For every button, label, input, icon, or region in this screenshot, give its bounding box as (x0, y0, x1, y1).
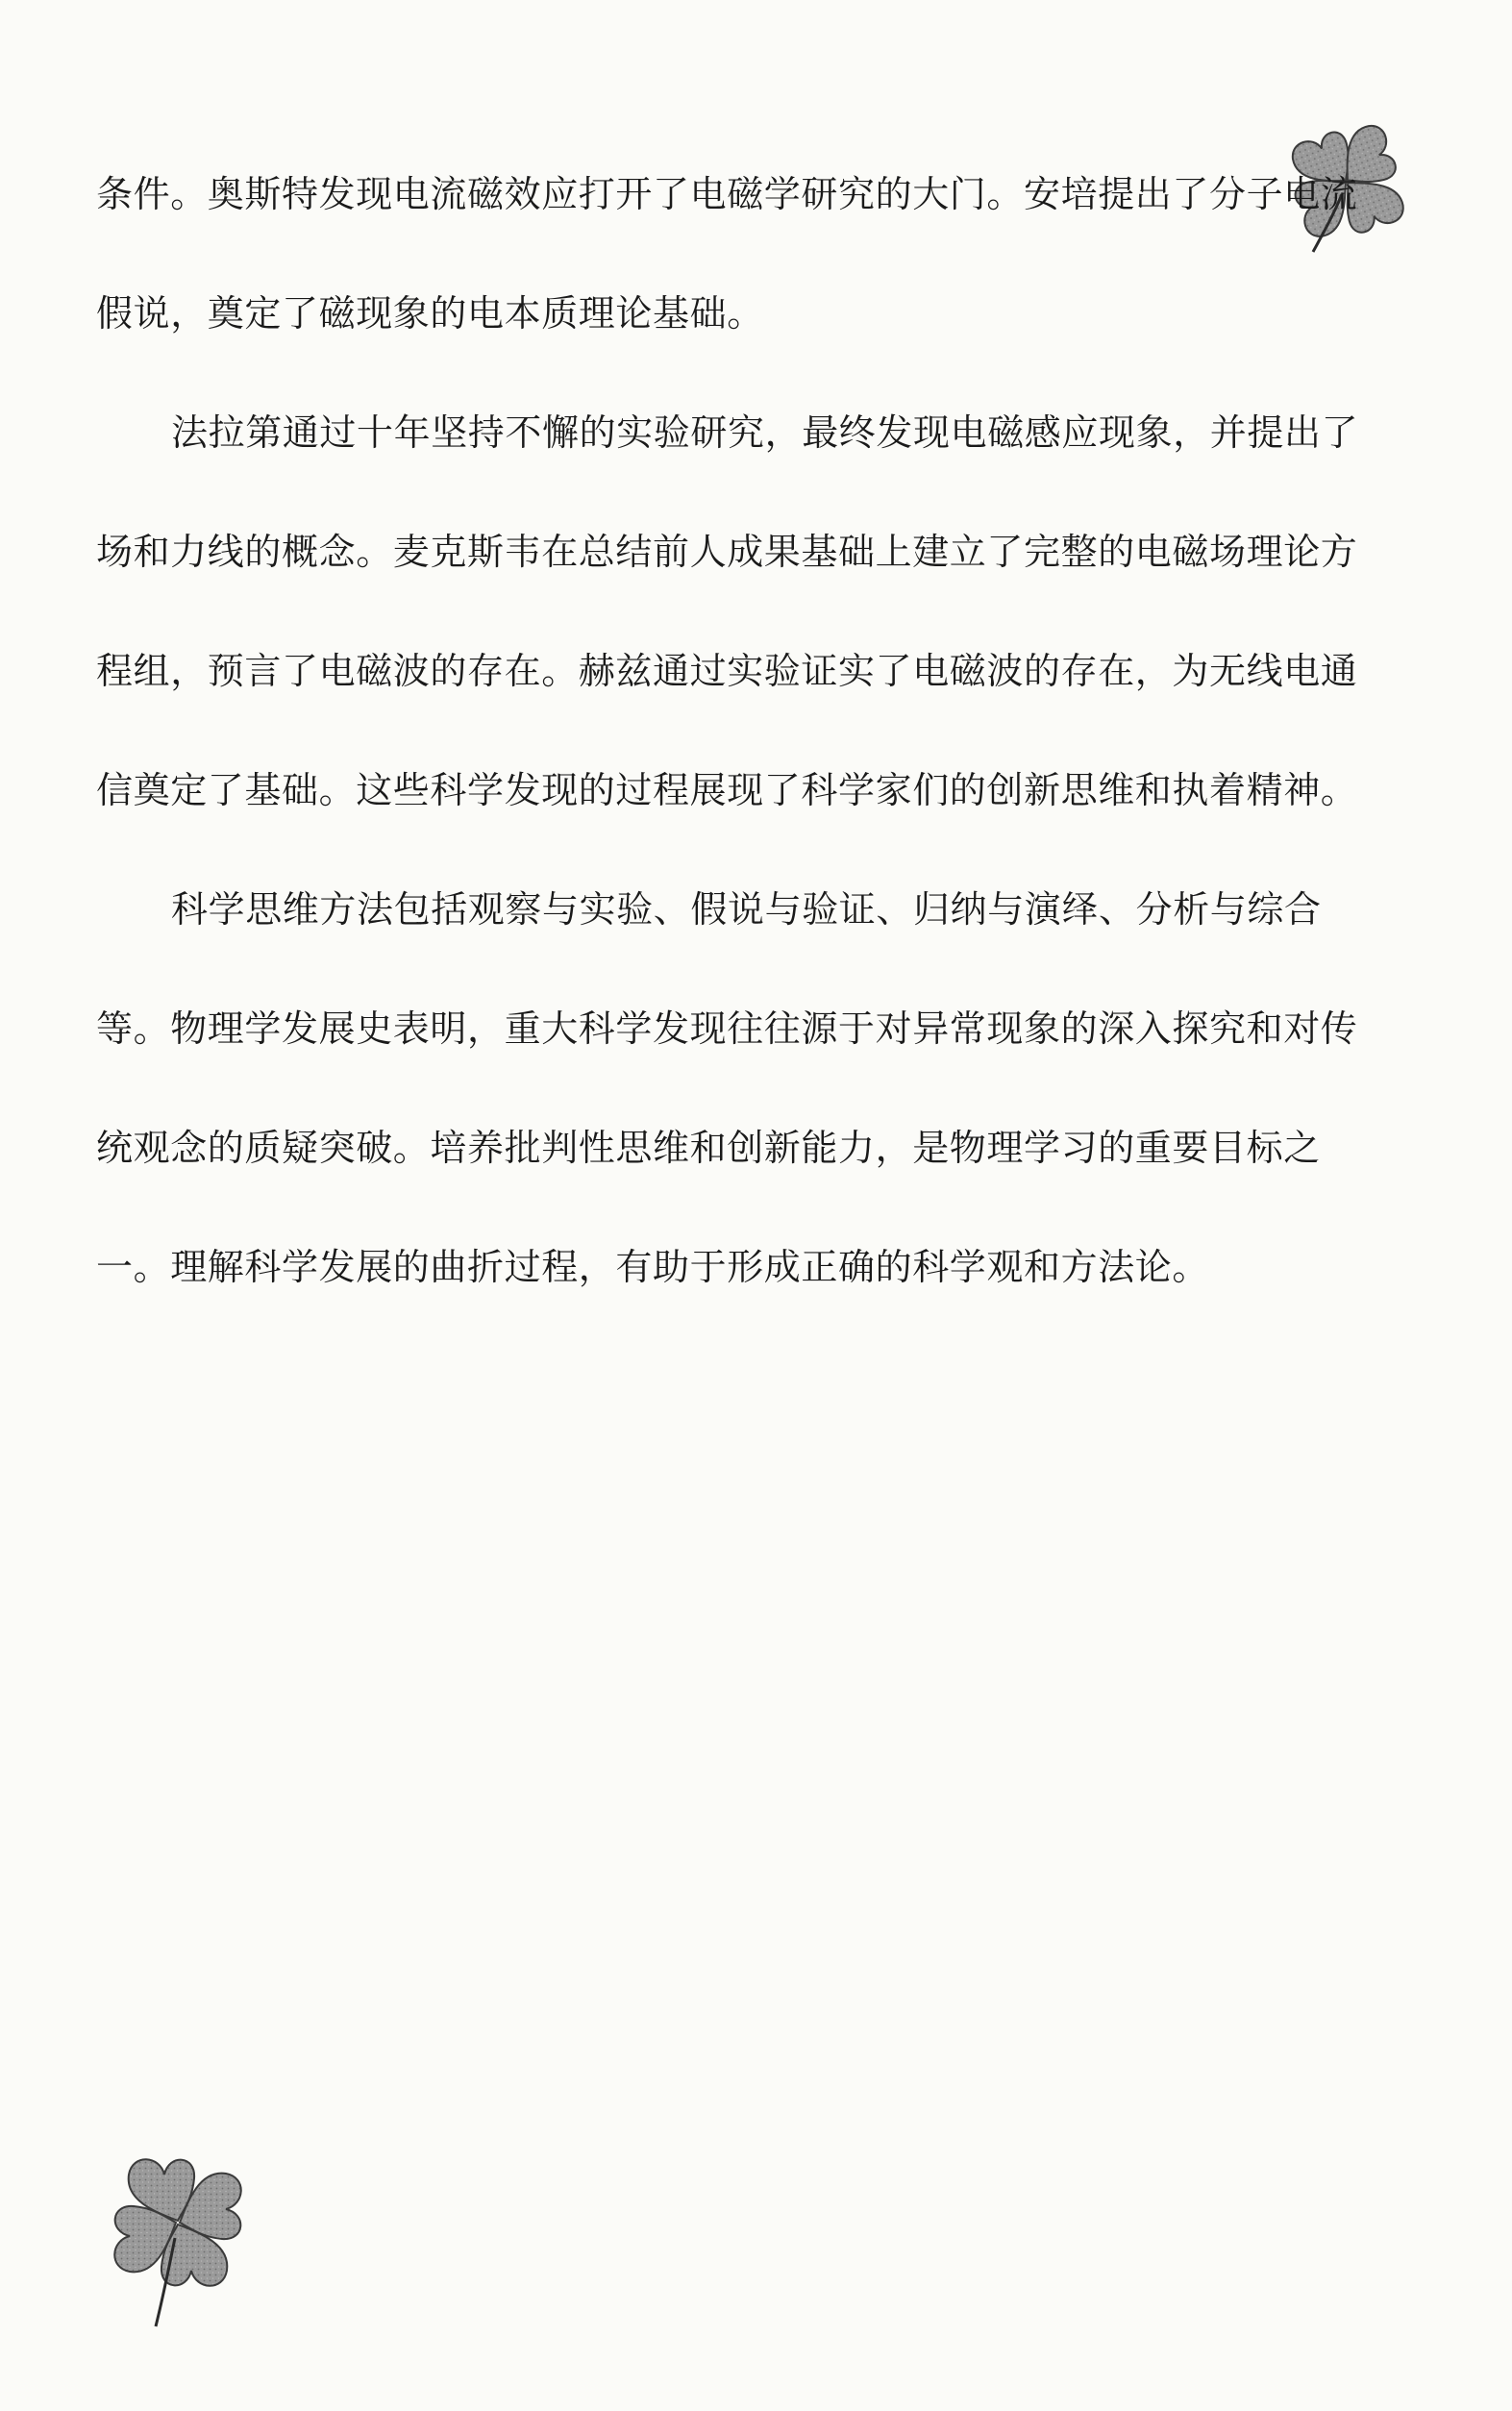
text-line: 条件。奥斯特发现电流磁效应打开了电磁学研究的大门。安培提出了分子电流 (96, 173, 1358, 215)
text-line: 信奠定了基础。这些科学发现的过程展现了科学家们的创新思维和执着精神。 (96, 769, 1358, 811)
text-line: 统观念的质疑突破。培养批判性思维和创新能力，是物理学习的重要目标之 (96, 1127, 1321, 1169)
text-line: 程组，预言了电磁波的存在。赫兹通过实验证实了电磁波的存在，为无线电通 (96, 650, 1358, 692)
text-line: 假说，奠定了磁现象的电本质理论基础。 (96, 292, 764, 335)
text-line: 等。物理学发展史表明，重大科学发现往往源于对异常现象的深入探究和对传 (96, 1007, 1358, 1050)
body-text (96, 135, 1403, 1327)
text-line: 法拉第通过十年坚持不懈的实验研究，最终发现电磁感应现象，并提出了 (171, 411, 1359, 454)
clover-bottom-icon (87, 2132, 269, 2334)
text-line: 场和力线的概念。麦克斯韦在总结前人成果基础上建立了完整的电磁场理论方 (96, 531, 1358, 573)
text-line: 科学思维方法包括观察与实验、假说与验证、归纳与演绎、分析与综合 (171, 888, 1322, 931)
text-line: 一。理解科学发展的曲折过程，有助于形成正确的科学观和方法论。 (96, 1246, 1210, 1288)
